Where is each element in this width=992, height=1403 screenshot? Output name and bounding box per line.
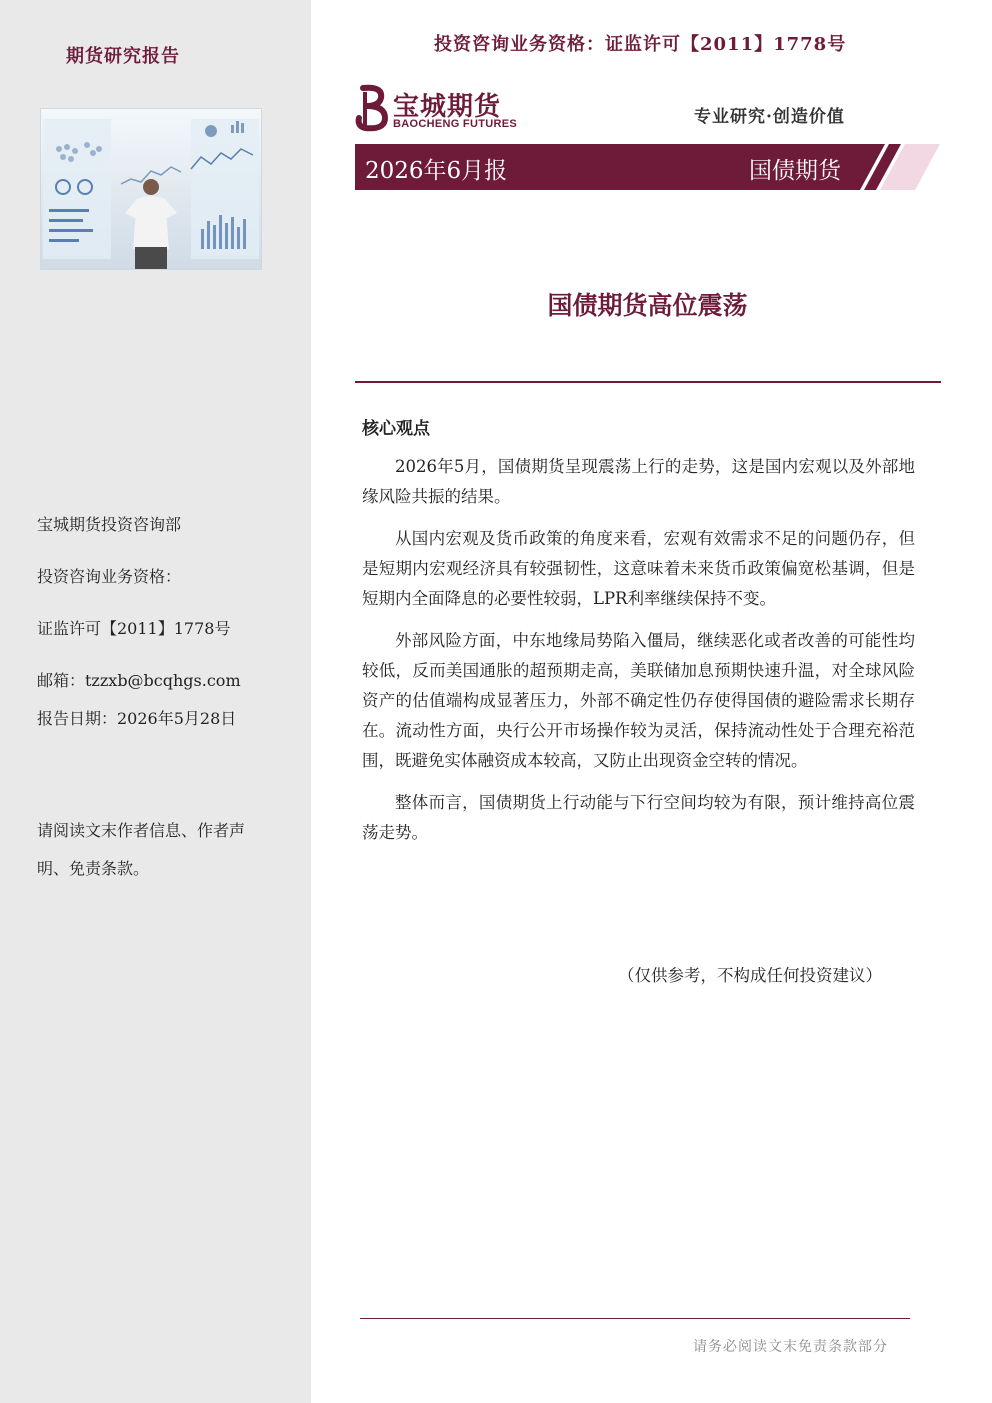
slogan: 专业研究·创造价值 [694,107,845,127]
paragraph: 2026年5月，国债期货呈现震荡上行的走势，这是国内宏观以及外部地缘风险共振的结果。 [362,457,915,506]
footer-text: 请务必阅读文末免责条款部分 [693,1339,888,1355]
report-banner [355,144,940,190]
sidebar-title: 期货研究报告 [66,46,180,67]
banner-category: 国债期货 [749,158,841,184]
cover-image-businessman-charts [40,108,262,270]
department-name: 宝城期货投资咨询部 [37,515,182,534]
license-number: 证监许可【2011】1778号 [37,619,231,638]
email: 邮箱：tzzxb@bcqhgs.com [37,671,241,690]
report-date: 报告日期：2026年5月28日 [37,709,237,728]
investment-disclaimer: （仅供参考，不构成任何投资建议） [618,966,882,985]
qualification-label: 投资咨询业务资格： [37,567,182,586]
disclaimer-notice [37,812,277,888]
disclaimer-notice-line2: 明、免责条款。 [37,859,150,878]
paragraph: 整体而言，国债期货上行动能与下行空间均较为有限，预计维持高位震荡走势。 [362,793,915,842]
logo-english-name: BAOCHENG FUTURES [393,118,517,130]
logo-mark-icon [355,84,391,132]
company-logo [355,84,525,134]
divider [355,381,941,383]
sidebar-info [37,512,287,758]
sidebar [0,0,311,1403]
banner-issue: 2026年6月报 [365,158,508,184]
paragraph: 外部风险方面，中东地缘局势陷入僵局，继续恶化或者改善的可能性均较低，反而美国通胀的超预期走高，美联储加息预期快速升温，对全球风险资产的估值端构成显著压力，外部不确定性仍存使得国债的避险需求长期存在。流动性方面，央行公开市场操作较为灵活，保持流动性处于合理充裕范围，既避免实体融资成本较高，又防止出现资金空转的情况。 [362,631,915,770]
section-heading: 核心观点 [362,419,430,439]
report-title: 国债期货高位震荡 [547,292,748,320]
footer-divider [360,1318,910,1319]
paragraph: 从国内宏观及货币政策的角度来看，宏观有效需求不足的问题仍存，但是短期内宏观经济具有较强韧性，这意味着未来货币政策偏宽松基调，但是短期内全面降息的必要性较弱，LPR利率继续保持不变。 [362,529,915,608]
logo-chinese-name: 宝城期货 [393,92,502,122]
header-qualification: 投资咨询业务资格：证监许可【2011】1778号 [434,34,847,55]
report-body [362,452,915,860]
disclaimer-notice-line1: 请阅读文末作者信息、作者声 [37,821,246,840]
